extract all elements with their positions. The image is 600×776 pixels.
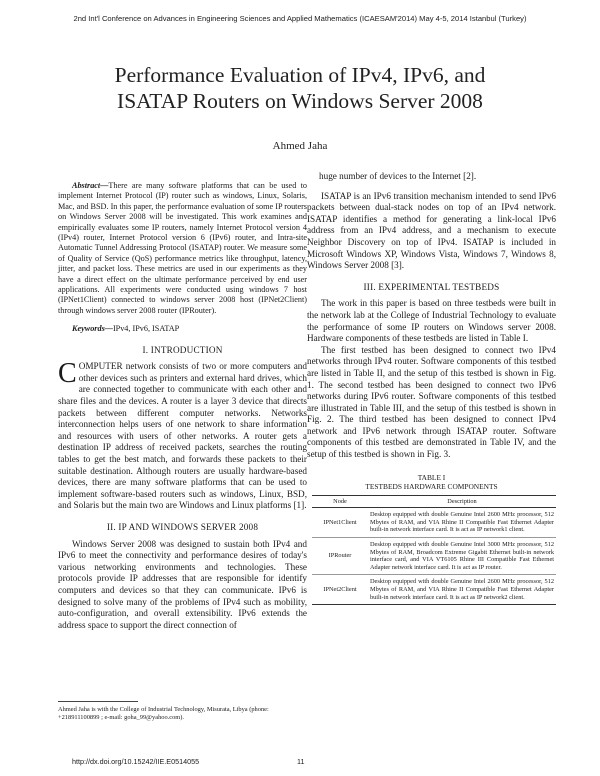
table-cell-node: IPRouter bbox=[312, 538, 368, 575]
keywords bbox=[58, 324, 307, 334]
table-cell-node: IPNet1Client bbox=[312, 508, 368, 538]
table1-number: TABLE I bbox=[417, 472, 446, 482]
author-name: Ahmed Jaha bbox=[272, 140, 328, 152]
table-cell-node: IPNet2Client bbox=[312, 575, 368, 605]
table-row bbox=[312, 538, 556, 575]
table-cell-description: Desktop equipped with double Genuine Intel 2600 MHz processor, 512 Mbytes of RAM, and VIA Rhine II Compatible Fast Ethernet Adapter built-in network interface card. It is act as IP network1 client. bbox=[368, 508, 556, 538]
table-header-description: Description bbox=[368, 495, 556, 508]
sec2-paragraph-continued: huge number of devices to the Internet [2]. bbox=[319, 171, 477, 181]
right-column bbox=[307, 171, 556, 605]
sec2-paragraph: Windows Server 2008 was designed to sustain both IPv4 and IPv6 to meet the connectivity and performance desires of today's various networking environments and technologies. These protocols provide IP addresses that are responsible for identify computers and devices so that they can communicate. IPv6 is designed to solve many of the problems of IPv4 such as mobility, auto-configuration, and overall extensibility. IPv6 extends the address space to support the direct connection of bbox=[58, 538, 307, 630]
abstract-text: There are many software platforms that can be used to implement Internet Protocol (IP) router such as windows, Linux, Solaris, Mac, and BSD. In this paper, the performance evaluation of some IP routers on Windows Server 2008 will be investigated. This work examines and empirically evaluates some IP routers, namely Internet Protocol version 4 (IPv4) router, Internet Protocol version 6 (IPv6) router, and Intra-site Automatic Tunnel Addressing Protocol (ISATAP) router. We measure some of Quality of Service (QoS) performance metrics like throughput, latency, jitter, and packet loss. These metrics are used in our experiments as they have a direct effect on the ultimate performance perceived by end user applications. All experiments were conducted using windows 7 host (IPNet1Client) connected to windows server 2008 host (IPNet2Client) through windows server 2008 router (IPRouter). bbox=[58, 181, 307, 315]
intro-paragraph bbox=[58, 358, 307, 512]
table-row bbox=[312, 508, 556, 538]
doi-link[interactable]: http://dx.doi.org/10.15242/IIE.E0514055 bbox=[72, 757, 200, 766]
title-line-2: ISATAP Routers on Windows Server 2008 bbox=[117, 89, 483, 113]
table-header-row bbox=[312, 495, 556, 508]
keywords-label: Keywords bbox=[72, 324, 105, 334]
conference-header: 2nd Int'l Conference on Advances in Engineering Sciences and Applied Mathematics (ICAESAM'2014) May 4-5, 2014 Istanbul (Turkey) bbox=[73, 14, 527, 23]
section-heading-introduction: I. INTRODUCTION bbox=[142, 344, 223, 355]
keywords-text: IPv4, IPv6, ISATAP bbox=[112, 324, 180, 334]
abstract-label: Abstract bbox=[72, 181, 101, 190]
drop-cap: C bbox=[58, 358, 77, 390]
table-row bbox=[312, 575, 556, 605]
table-header-node: Node bbox=[312, 495, 368, 508]
sec3-paragraph-1: The work in this paper is based on three testbeds were built in the network lab at the College of Industrial Technology to evaluate the performance of some IP routers on Windows server 2008. Hardware components of these testbeds are listed in Table I. bbox=[307, 298, 556, 344]
table1-title: TESTBEDS HARDWARE COMPONENTS bbox=[365, 481, 498, 491]
table-cell-description: Desktop equipped with double Genuine Intel 3000 MHz processor, 512 Mbytes of RAM, Broadcom Extreme Gigabit Ethernet built-in network interface card, and VIA VT6105 Rhine III Compatible Fast Ethernet Adapter network interface card. It is act as IP router. bbox=[368, 538, 556, 575]
section-heading-ip-windows: II. IP AND WINDOWS SERVER 2008 bbox=[106, 522, 259, 532]
abstract-dash: — bbox=[100, 181, 109, 190]
paper-title bbox=[40, 62, 560, 114]
table-cell-description: Desktop equipped with double Genuine Intel 2600 MHz processor, 512 Mbytes of RAM, and VIA Rhine II Compatible Fast Ethernet Adapter built-in network interface card. It is act as IP network2 client. bbox=[368, 575, 556, 605]
hardware-table bbox=[312, 495, 556, 606]
isatap-paragraph: ISATAP is an IPv6 transition mechanism intended to send IPv6 packets between dual-stack nodes on top of an IPv4 network. ISATAP identifies a method for generating a link-local IPv6 address from an IPv4 address, and a mechanism to execute Neighbor Discovery on top of IPv4. ISATAP is included in Microsoft Windows XP, Windows Vista, Windows 7, Windows 8, Windows Server 2008 [3]. bbox=[307, 190, 556, 271]
abstract bbox=[58, 181, 307, 316]
table1-caption bbox=[307, 473, 556, 491]
page-number: 11 bbox=[297, 757, 305, 766]
author-footnote: Ahmed Jaha is with the College of Industrial Technology, Misurata, Libya (phone: +218911100899 ; e-mail: goha_99@yahoo.com). bbox=[58, 706, 269, 722]
keywords-dash: — bbox=[104, 324, 113, 334]
section-heading-testbeds: III. EXPERIMENTAL TESTBEDS bbox=[363, 281, 500, 292]
left-column bbox=[58, 181, 307, 631]
title-line-1: Performance Evaluation of IPv4, IPv6, and bbox=[114, 63, 486, 87]
intro-text: OMPUTER network consists of two or more computers and other devices such as printers and external hard drives, which are connected together to communicate with each other and share files and the devices. A router is a layer 3 device that directs packets between different computer networks. Networks interconnection helps users of one network to share information and resources with users of other networks. A router gets a destination IP address of received packets, searches the routing tables to get the best match, and forwards these packets to their suitable destination. Although routers are usually hardware-based devices, there are many software platforms that can be used to implement software-based routers such as windows, Linux, BSD, and Solaris but the main two are Windows and Linux platforms [1]. bbox=[58, 361, 307, 511]
sec3-paragraph-2: The first testbed has been designed to connect two IPv4 networks through IPv4 router. Software components of this testbed are listed in Table II, and the setup of this testbed is shown in Fig. 1. The second testbed has been designed to connect two IPv6 networks during IPv6 router. Software components of this testbed are illustrated in Table III, and the setup of this testbed is shown in Fig. 2. The third testbed has been designed to connect IPv4 network and IPv6 network through ISATAP router. Software components of this testbed are demonstrated in Table IV, and the setup of this testbed is shown in Fig. 3. bbox=[307, 344, 556, 460]
footnote-rule bbox=[58, 701, 138, 702]
